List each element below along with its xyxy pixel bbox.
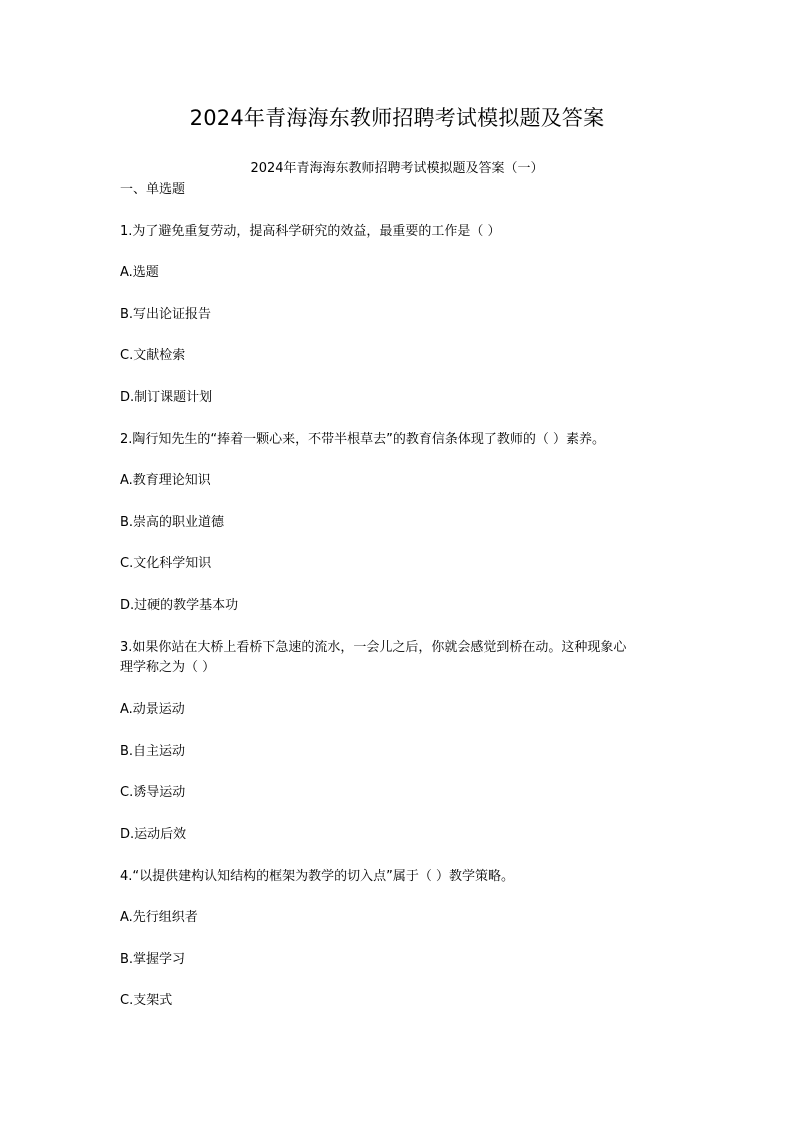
question-2-option-c: C.文化科学知识 <box>120 556 212 571</box>
question-3-option-d: D.运动后效 <box>120 827 187 842</box>
section-title: 2024年青海海东教师招聘考试模拟题及答案（一） <box>250 161 544 176</box>
document-title: 2024年青海海东教师招聘考试模拟题及答案 <box>189 106 605 130</box>
question-1-option-c: C.文献检索 <box>120 348 186 363</box>
question-2-text: 2.陶行知先生的“捧着一颗心来，不带半根草去”的教育信条体现了教师的（ ）素养。 <box>120 432 606 447</box>
question-3-option-b: B.自主运动 <box>120 744 186 759</box>
question-1-option-d: D.制订课题计划 <box>120 390 213 405</box>
question-1-option-a: A.选题 <box>120 265 159 280</box>
question-1-text: 1.为了避免重复劳动，提高科学研究的效益，最重要的工作是（ ） <box>120 224 501 239</box>
question-3-option-a: A.动景运动 <box>120 702 185 717</box>
question-2-option-a: A.教育理论知识 <box>120 473 211 488</box>
question-4-option-c: C.支架式 <box>120 993 173 1008</box>
question-4-option-b: B.掌握学习 <box>120 952 186 967</box>
question-3-option-c: C.诱导运动 <box>120 785 186 800</box>
part-heading: 一、单选题 <box>120 182 186 197</box>
question-3-text-line-1: 3.如果你站在大桥上看桥下急速的流水，一会儿之后，你就会感觉到桥在动。这种现象心 <box>120 640 627 655</box>
question-2-option-d: D.过硬的教学基本功 <box>120 598 239 613</box>
question-3-text-line-2: 理学称之为（ ） <box>120 660 216 675</box>
question-4-option-a: A.先行组织者 <box>120 910 198 925</box>
question-2-option-b: B.崇高的职业道德 <box>120 515 225 530</box>
question-4-text: 4.“以提供建构认知结构的框架为教学的切入点”属于（ ）教学策略。 <box>120 869 515 884</box>
question-1-option-b: B.写出论证报告 <box>120 307 212 322</box>
